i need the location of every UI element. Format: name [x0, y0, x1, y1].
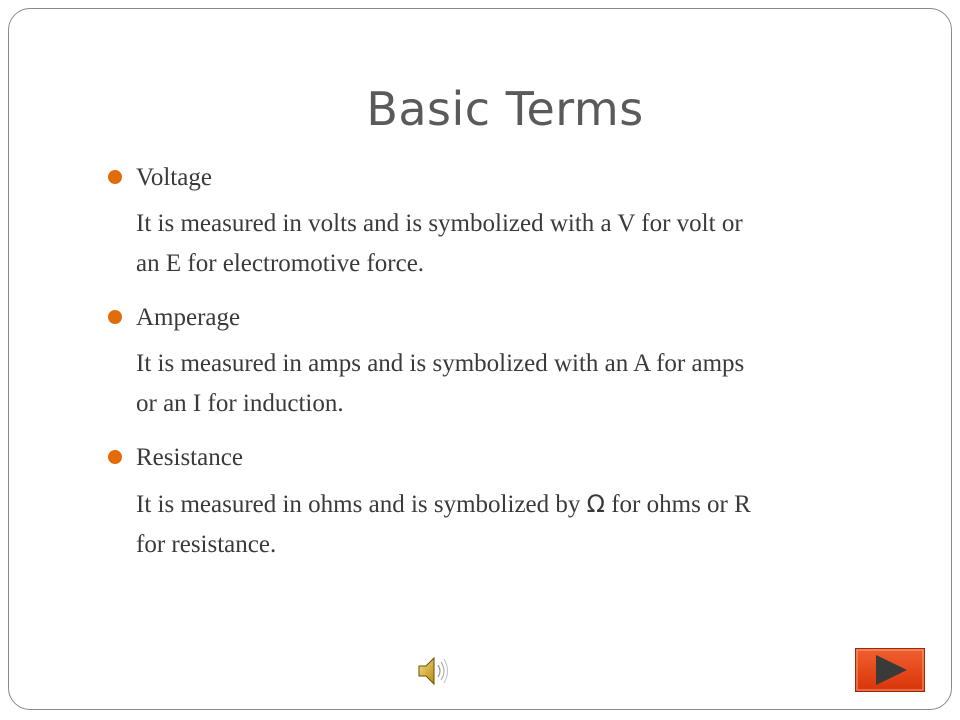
description-text: for ohms or R	[604, 491, 751, 518]
ohm-symbol: Ω	[586, 490, 605, 518]
bullet-item-amperage	[106, 298, 906, 338]
bullet-dot-icon	[108, 450, 122, 464]
description-voltage	[106, 204, 896, 284]
slide-body	[106, 158, 906, 579]
description-text: It is measured in ohms and is symbolized by	[136, 491, 587, 518]
description-line: for resistance.	[136, 531, 277, 558]
description-line: It is measured in volts and is symbolized with a V for volt or	[136, 210, 743, 237]
description-line	[136, 484, 896, 525]
bullet-dot-icon	[108, 310, 122, 324]
term-voltage: Voltage	[136, 164, 212, 191]
description-amperage	[106, 344, 896, 424]
description-line: or an I for induction.	[136, 390, 344, 417]
bullet-item-resistance	[106, 438, 906, 478]
slide-title: Basic Terms	[366, 82, 644, 136]
term-amperage: Amperage	[136, 304, 241, 331]
next-slide-button[interactable]	[855, 648, 925, 692]
term-resistance: Resistance	[136, 444, 243, 471]
bullet-dot-icon	[108, 170, 122, 184]
speaker-icon[interactable]	[415, 653, 451, 689]
description-line: an E for electromotive force.	[136, 250, 425, 277]
description-resistance	[106, 484, 896, 565]
description-line: It is measured in amps and is symbolized with an A for amps	[136, 350, 745, 377]
bullet-item-voltage	[106, 158, 906, 198]
